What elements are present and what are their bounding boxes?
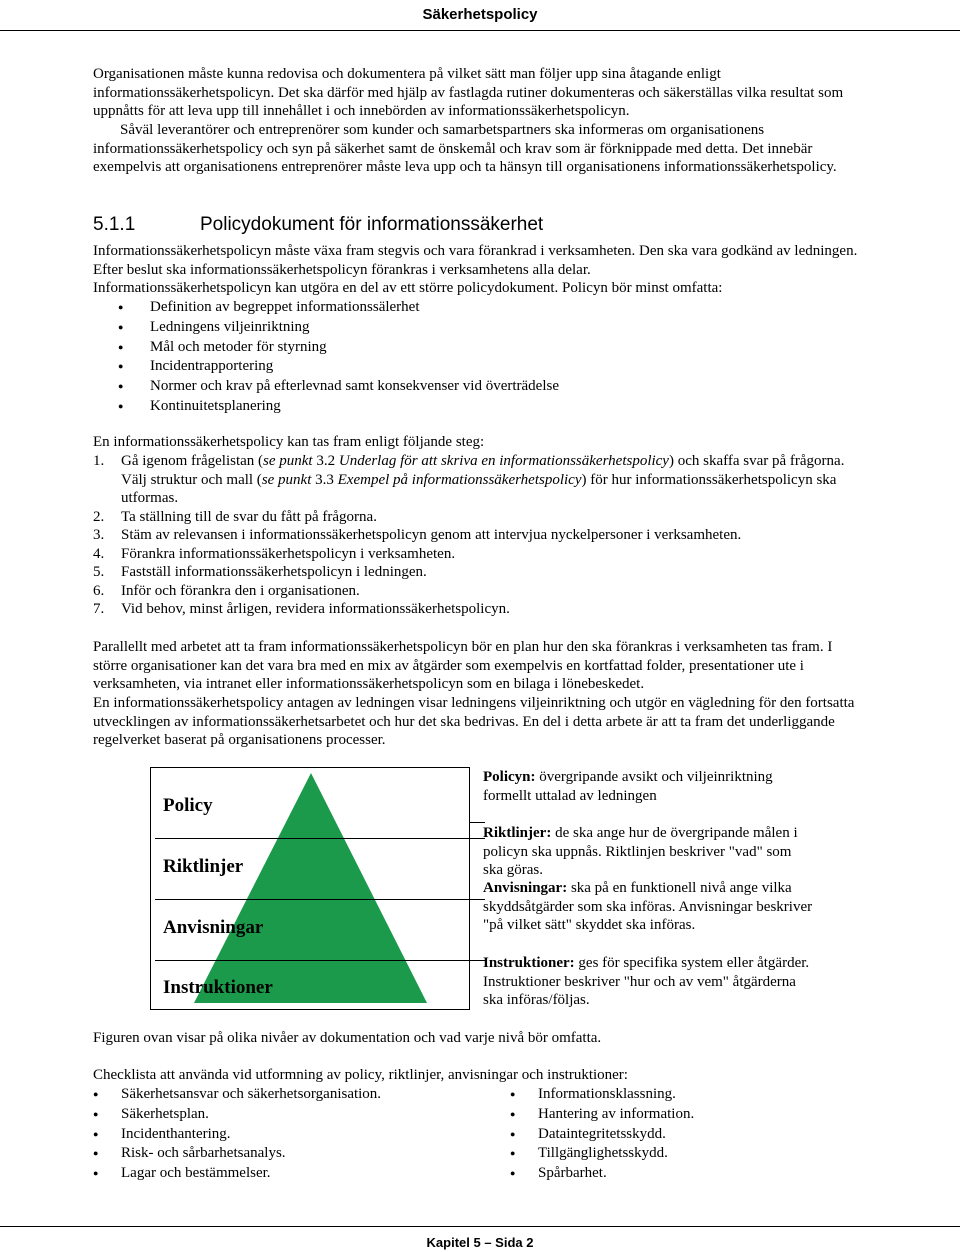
- pyramid-triangle: [194, 773, 427, 1003]
- desc-instruktioner: Instruktioner: ges för specifika system eller åtgärder. Instruktioner beskriver "hur och av vem" åtgärderna ska införas/följas.: [483, 955, 810, 1008]
- step-item: 1. Gå igenom frågelistan (se punkt 3.2 Underlag för att skriva en informationssäkerhetspolicy) och skaffa svar på frågorna. Välj struktur och mall (se punkt 3.3 Exempel på informationssäkerhetspolicy) för hur informationssäkerhetspolicyn ska utformas.: [93, 453, 845, 506]
- step-number: 1.: [93, 453, 105, 469]
- section-title: Policydokument för informationssäkerhet: [200, 214, 544, 235]
- figure-caption: Figuren ovan visar på olika nivåer av dokumentation och vad varje nivå bör omfatta.: [93, 1030, 602, 1046]
- steps-intro: En informationssäkerhetspolicy kan tas fram enligt följande steg:: [93, 434, 485, 450]
- policy-contents-list: [118, 298, 559, 417]
- step-item: 6. Inför och förankra den i organisationen.: [93, 582, 360, 599]
- step-item: 5. Fastställ informationssäkerhetspolicyn i ledningen.: [93, 564, 427, 580]
- step-item: 7. Vid behov, minst årligen, revidera informationssäkerhetspolicyn.: [93, 601, 510, 617]
- list-item: ● Ledningens viljeinriktning: [118, 318, 559, 338]
- intro-paragraph-2: Såväl leverantörer och entreprenörer som kunder och samarbetspartners ska informeras om organisationens informationssäkerhetspolicy och syn på säkerhet samt de önskemål och krav som är förknippade med detta. Det innebär exempelvis att organisationens entreprenörer måste leva upp och ta hänsyn till organisationens informationssäkerhetspolicy.: [93, 122, 837, 175]
- list-item: ● Kontinuitetsplanering: [118, 397, 559, 417]
- step-number: 3.: [93, 527, 105, 543]
- list-item: ● Tillgänglighetsskydd.: [510, 1144, 694, 1164]
- step-number: 7.: [93, 601, 105, 617]
- desc-riktlinjer: Riktlinjer: de ska ange hur de övergripande målen i policyn ska uppnås. Riktlinjen beskriver "vad" som ska göras.: [483, 825, 798, 878]
- step-number: 5.: [93, 564, 105, 580]
- step-number: 6.: [93, 582, 105, 599]
- desc-anvisningar: Anvisningar: ska på en funktionell nivå ange vilka skyddsåtgärder som ska införas. Anvisningar beskriver "på vilket sätt" skyddet ska införas.: [483, 880, 813, 933]
- step-number: 2.: [93, 508, 105, 525]
- divider: [155, 899, 485, 900]
- page-footer: Kapitel 5 – Sida 2: [426, 1235, 534, 1250]
- list-item: ● Dataintegritetsskydd.: [510, 1125, 694, 1145]
- desc-policyn: Policyn: övergripande avsikt och viljeinriktning formellt uttalad av ledningen: [483, 769, 773, 804]
- header-rule: [0, 30, 960, 31]
- list-item: ● Mål och metoder för styrning: [118, 338, 559, 358]
- list-item: ● Incidentrapportering: [118, 357, 559, 377]
- level-anvisningar: Anvisningar: [163, 917, 264, 938]
- list-item: ● Incidenthantering.: [93, 1125, 381, 1145]
- intro-paragraph-1: Organisationen måste kunna redovisa och dokumentera på vilket sätt man följer upp sina åtagande enligt informationssäkerhetspolicyn. Det ska därför med hjälp av fastlagda rutiner dokumenteras och säkerställas vilka resultat som uppnåtts för att leva upp till innehållet i och innebörden av informationssäkerhetspolicyn.: [93, 66, 844, 119]
- checklist-right: [510, 1085, 694, 1184]
- step-number: 4.: [93, 545, 105, 562]
- step-item: 4. Förankra informationssäkerhetspolicyn i verksamheten.: [93, 545, 456, 562]
- list-item: ● Hantering av information.: [510, 1105, 694, 1125]
- level-policy: Policy: [163, 795, 213, 816]
- step-item: 3. Stäm av relevansen i informationssäkerhetspolicyn genom att intervjua nyckelpersoner i verksamheten.: [93, 527, 742, 543]
- step-item: 2. Ta ställning till de svar du fått på frågorna.: [93, 508, 377, 525]
- list-item: ● Spårbarhet.: [510, 1164, 694, 1184]
- divider: [155, 960, 485, 961]
- section-number: 5.1.1: [93, 214, 136, 235]
- section-paragraph-2: Informationssäkerhetspolicyn kan utgöra en del av ett större policydokument. Policyn bör minst omfatta:: [93, 280, 723, 296]
- divider: [155, 838, 485, 839]
- list-item: ● Säkerhetsplan.: [93, 1105, 381, 1125]
- section-heading: [93, 214, 543, 236]
- section-paragraph-1: Informationssäkerhetspolicyn måste växa fram stegvis och vara förankrad i verksamheten. Den ska vara godkänd av ledningen. Efter beslut ska informationssäkerhetspolicyn förankras i verksamhetens alla delar.: [93, 243, 858, 278]
- checklist-left: [93, 1085, 381, 1184]
- list-item: ● Normer och krav på efterlevnad samt konsekvenser vid överträdelse: [118, 377, 559, 397]
- steps-list: [93, 452, 853, 619]
- list-item: ● Informationsklassning.: [510, 1085, 694, 1105]
- level-riktlinjer: Riktlinjer: [163, 856, 244, 877]
- parallel-paragraph-2: En informationssäkerhetspolicy antagen av ledningen visar ledningens viljeinriktning och utgör en vägledning för den fortsatta utvecklingen av informationssäkerhetsarbetet och hur det ska bedrivas. En del i detta arbete är att ta fram det underliggande regelverket baserat på organisationens processer.: [93, 695, 855, 748]
- list-item: ● Risk- och sårbarhetsanalys.: [93, 1144, 381, 1164]
- parallel-paragraph-1: Parallellt med arbetet att ta fram informationssäkerhetspolicyn bör en plan hur den ska förankras i verksamheten tas fram. I större organisationer kan det vara bra med en mix av åtgärder som exempelvis en kortfattad folder, presentationer ute i verksamheten, via intranet eller informationssäkerhetspolicyn som en bilaga i lönebeskedet.: [93, 639, 833, 692]
- list-item: ● Definition av begreppet informationssälerhet: [118, 298, 559, 318]
- divider: [470, 822, 485, 823]
- level-instruktioner: Instruktioner: [163, 977, 273, 998]
- list-item: ● Lagar och bestämmelser.: [93, 1164, 381, 1184]
- checklist-intro: Checklista att använda vid utformning av policy, riktlinjer, anvisningar och instruktioner:: [93, 1067, 628, 1083]
- page-header: Säkerhetspolicy: [422, 6, 538, 23]
- list-item: ● Säkerhetsansvar och säkerhetsorganisation.: [93, 1085, 381, 1105]
- footer-rule: [0, 1226, 960, 1227]
